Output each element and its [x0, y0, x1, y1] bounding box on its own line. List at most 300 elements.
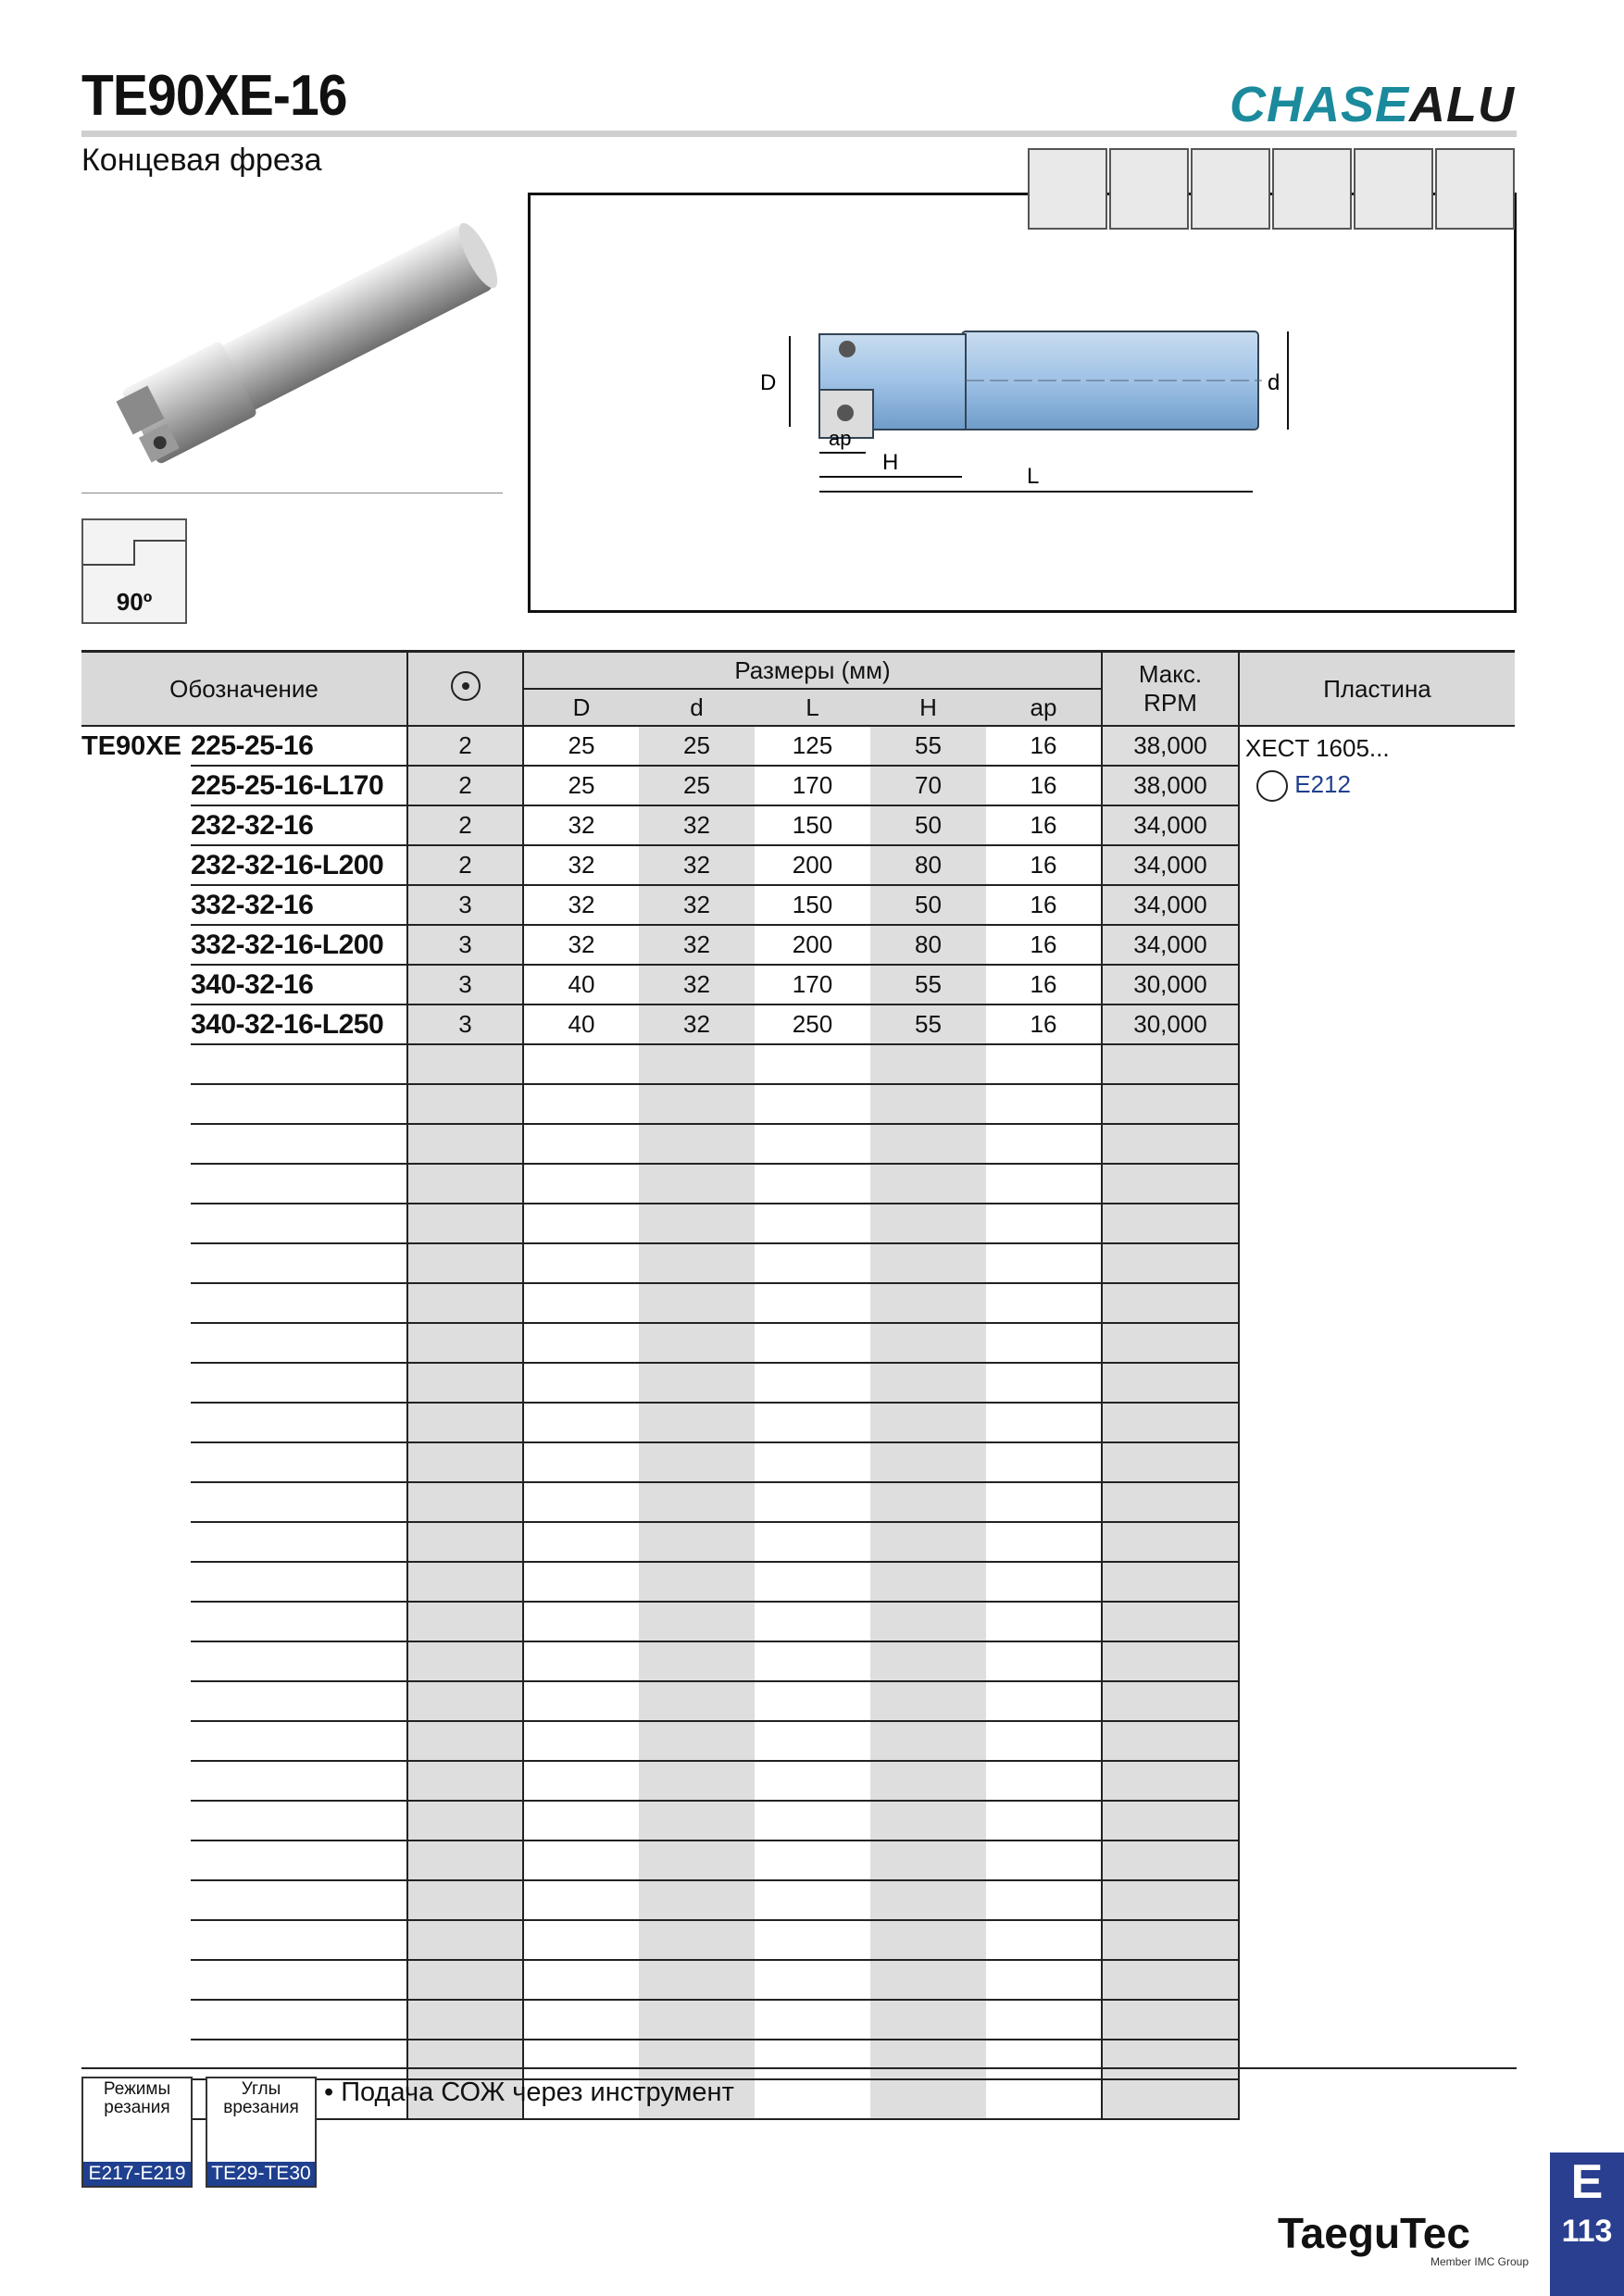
dim-L-cell — [755, 1363, 870, 1403]
designation-prefix-empty — [81, 1403, 191, 1442]
dim-ap-cell: 16 — [986, 1004, 1102, 1044]
header-dim-D: D — [523, 689, 639, 726]
dim-d-cell: 32 — [639, 885, 755, 925]
dim-D-cell — [523, 1562, 639, 1602]
dim-ap-cell — [986, 1641, 1102, 1681]
rpm-cell: 34,000 — [1102, 885, 1239, 925]
dim-D-cell — [523, 1960, 639, 2000]
dim-D-cell — [523, 1522, 639, 1562]
dim-D-cell: 32 — [523, 885, 639, 925]
dim-L-cell — [755, 1721, 870, 1761]
dim-H-cell — [870, 1164, 986, 1204]
flutes-cell — [407, 2040, 523, 2079]
slot-milling-icon — [1191, 148, 1270, 230]
designation-code — [191, 1562, 407, 1602]
rpm-cell — [1102, 1602, 1239, 1641]
flutes-cell — [407, 1721, 523, 1761]
dim-ap-cell — [986, 1442, 1102, 1482]
table-row — [81, 726, 1515, 766]
dim-H-cell — [870, 1044, 986, 1084]
flutes-cell — [407, 1841, 523, 1880]
dim-H-cell — [870, 1880, 986, 1920]
flutes-cell: 2 — [407, 726, 523, 766]
designation-prefix-empty — [81, 1841, 191, 1880]
designation-prefix-empty — [81, 1124, 191, 1164]
flutes-cell — [407, 1283, 523, 1323]
dim-ap-cell — [986, 1681, 1102, 1721]
dim-H-cell — [870, 1204, 986, 1243]
dim-L-cell: 150 — [755, 885, 870, 925]
flutes-cell — [407, 1960, 523, 2000]
dim-d-cell: 32 — [639, 805, 755, 845]
dim-D-cell — [523, 1801, 639, 1841]
dim-ap-cell — [986, 1562, 1102, 1602]
dim-ap-cell — [986, 1164, 1102, 1204]
dim-D-cell — [523, 1641, 639, 1681]
ref-title: Режимы резания — [103, 2079, 171, 2117]
flutes-cell: 2 — [407, 845, 523, 885]
header-dim-d: d — [639, 689, 755, 726]
rpm-cell — [1102, 1363, 1239, 1403]
dim-D-cell — [523, 1323, 639, 1363]
dim-D-cell — [523, 1841, 639, 1880]
dim-H-cell — [870, 1841, 986, 1880]
designation-code — [191, 1761, 407, 1801]
dim-H-cell — [870, 1801, 986, 1841]
page-number: 113 — [1561, 2214, 1613, 2249]
cutting-data-reference[interactable] — [81, 2077, 193, 2188]
dim-L-cell — [755, 1841, 870, 1880]
rpm-cell — [1102, 1403, 1239, 1442]
flutes-cell — [407, 1482, 523, 1522]
dim-d-cell — [639, 2040, 755, 2079]
dim-D-cell — [523, 1880, 639, 1920]
dim-ap-cell — [986, 2079, 1102, 2119]
designation-code — [191, 2000, 407, 2040]
dim-D-cell — [523, 1721, 639, 1761]
flutes-cell — [407, 1602, 523, 1641]
dim-L-cell — [755, 1283, 870, 1323]
flutes-cell — [407, 1562, 523, 1602]
dim-D-cell — [523, 1681, 639, 1721]
rpm-cell — [1102, 2079, 1239, 2119]
dim-D-cell — [523, 1084, 639, 1124]
designation-prefix-empty — [81, 925, 191, 965]
dim-H-cell: 50 — [870, 885, 986, 925]
helical-milling-icon — [1354, 148, 1433, 230]
dim-d-cell — [639, 1403, 755, 1442]
face-milling-icon — [1028, 148, 1107, 230]
dim-H-cell: 55 — [870, 965, 986, 1004]
designation-code — [191, 1841, 407, 1880]
dim-D-cell — [523, 2000, 639, 2040]
dim-H-cell: 80 — [870, 925, 986, 965]
ref-code[interactable]: TE29-TE30 — [207, 2162, 315, 2186]
brand-logo-part1: CHASE — [1229, 77, 1410, 132]
dim-L-cell — [755, 1323, 870, 1363]
designation-code — [191, 1403, 407, 1442]
designation-code — [191, 1363, 407, 1403]
dim-D-cell — [523, 1920, 639, 1960]
designation-prefix-empty — [81, 1880, 191, 1920]
magnifier-icon — [1256, 770, 1288, 802]
designation-code — [191, 1044, 407, 1084]
ref-code[interactable]: E217-E219 — [83, 2162, 191, 2186]
designation-prefix-empty — [81, 1602, 191, 1641]
designation-prefix-empty — [81, 1681, 191, 1721]
designation-code — [191, 1880, 407, 1920]
step-shape-icon — [83, 520, 185, 585]
section-tab — [1550, 2152, 1624, 2296]
flutes-cell: 3 — [407, 925, 523, 965]
dim-H-cell: 70 — [870, 766, 986, 805]
dim-L-cell — [755, 1761, 870, 1801]
dim-d-cell — [639, 1761, 755, 1801]
designation-prefix-empty — [81, 805, 191, 845]
shoulder-milling-icon — [1109, 148, 1189, 230]
dim-L-cell — [755, 1204, 870, 1243]
dim-H-cell — [870, 1761, 986, 1801]
dim-D-cell: 40 — [523, 1004, 639, 1044]
flutes-cell — [407, 1920, 523, 1960]
header-insert: Пластина — [1239, 652, 1515, 727]
dim-H-cell — [870, 1323, 986, 1363]
rpm-cell: 38,000 — [1102, 766, 1239, 805]
designation-code: 340-32-16-L250 — [191, 1004, 407, 1044]
insert-name: XECT 1605... — [1245, 734, 1390, 762]
dim-L-cell — [755, 1124, 870, 1164]
dim-D-cell — [523, 1124, 639, 1164]
designation-prefix-empty — [81, 1761, 191, 1801]
designation-prefix-empty — [81, 1960, 191, 2000]
dimension-drawing — [528, 193, 1517, 613]
rpm-cell — [1102, 2040, 1239, 2079]
dim-d-cell — [639, 1363, 755, 1403]
dim-H-cell — [870, 1602, 986, 1641]
dim-L-cell — [755, 1562, 870, 1602]
dim-d-cell — [639, 1124, 755, 1164]
flutes-cell: 3 — [407, 885, 523, 925]
dim-D-cell — [523, 1442, 639, 1482]
spec-table — [81, 650, 1515, 2120]
flutes-cell — [407, 1761, 523, 1801]
bottom-divider — [81, 2067, 1517, 2069]
dim-D-cell — [523, 1044, 639, 1084]
angle-label: 90º — [116, 588, 153, 616]
header-designation: Обозначение — [81, 652, 407, 727]
dim-L-cell — [755, 1920, 870, 1960]
dim-D-cell: 25 — [523, 726, 639, 766]
dim-ap-cell — [986, 1323, 1102, 1363]
designation-prefix: TE90XE — [81, 726, 191, 766]
product-photo — [83, 208, 509, 486]
designation-code — [191, 1283, 407, 1323]
designation-code — [191, 1641, 407, 1681]
rpm-cell — [1102, 1920, 1239, 1960]
rpm-cell — [1102, 2000, 1239, 2040]
label-L: L — [1027, 464, 1040, 489]
dim-ap-cell: 16 — [986, 726, 1102, 766]
dim-H-cell — [870, 1681, 986, 1721]
dim-ap-cell: 16 — [986, 805, 1102, 845]
designation-code — [191, 1084, 407, 1124]
dim-L-cell — [755, 1602, 870, 1641]
dim-d-cell — [639, 1323, 755, 1363]
dim-ap-cell: 16 — [986, 845, 1102, 885]
rpm-cell: 34,000 — [1102, 845, 1239, 885]
dim-H-cell: 50 — [870, 805, 986, 845]
rpm-cell: 30,000 — [1102, 965, 1239, 1004]
dim-H-cell — [870, 1442, 986, 1482]
designation-prefix-empty — [81, 1164, 191, 1204]
label-D: D — [760, 370, 777, 395]
rpm-cell — [1102, 1841, 1239, 1880]
dim-d-cell: 32 — [639, 965, 755, 1004]
designation-prefix-empty — [81, 1044, 191, 1084]
flutes-cell — [407, 1641, 523, 1681]
dim-ap-cell — [986, 1761, 1102, 1801]
flutes-cell: 3 — [407, 965, 523, 1004]
dim-d-cell — [639, 1801, 755, 1841]
dim-L-cell — [755, 1641, 870, 1681]
designation-code — [191, 1323, 407, 1363]
designation-code — [191, 1243, 407, 1283]
flutes-cell — [407, 1403, 523, 1442]
brand-logo-part2: ALU — [1409, 77, 1515, 132]
dim-D-cell — [523, 2040, 639, 2079]
dim-d-cell — [639, 1920, 755, 1960]
dim-d-cell: 32 — [639, 925, 755, 965]
dim-D-cell — [523, 1204, 639, 1243]
insert-cell — [1239, 726, 1515, 2119]
dim-d-cell: 32 — [639, 845, 755, 885]
rpm-cell — [1102, 1761, 1239, 1801]
dim-d-cell — [639, 1841, 755, 1880]
rpm-cell — [1102, 1164, 1239, 1204]
designation-code — [191, 1801, 407, 1841]
dim-L-cell: 170 — [755, 965, 870, 1004]
rpm-cell — [1102, 1681, 1239, 1721]
dim-L-cell — [755, 1044, 870, 1084]
dim-ap-cell — [986, 2040, 1102, 2079]
dim-d-cell — [639, 1602, 755, 1641]
dim-d-cell — [639, 1880, 755, 1920]
rpm-cell — [1102, 1641, 1239, 1681]
designation-prefix-empty — [81, 1283, 191, 1323]
dim-d-cell — [639, 1721, 755, 1761]
dim-D-cell — [523, 1761, 639, 1801]
label-ap: ap — [829, 427, 852, 450]
designation-prefix-empty — [81, 845, 191, 885]
dim-ap-cell — [986, 1841, 1102, 1880]
flutes-cell — [407, 1124, 523, 1164]
designation-prefix-empty — [81, 1562, 191, 1602]
designation-code: 332-32-16 — [191, 885, 407, 925]
dim-d-cell — [639, 1960, 755, 2000]
dim-ap-cell — [986, 1124, 1102, 1164]
dim-ap-cell: 16 — [986, 965, 1102, 1004]
dim-d-cell: 32 — [639, 1004, 755, 1044]
dim-ap-cell — [986, 1880, 1102, 1920]
rpm-cell — [1102, 1084, 1239, 1124]
dim-ap-cell: 16 — [986, 885, 1102, 925]
dim-ap-cell — [986, 2000, 1102, 2040]
designation-code — [191, 1602, 407, 1641]
designation-prefix-empty — [81, 1721, 191, 1761]
dim-L-cell — [755, 1164, 870, 1204]
designation-code: 225-25-16-L170 — [191, 766, 407, 805]
dim-L-cell — [755, 2040, 870, 2079]
dim-H-cell: 55 — [870, 1004, 986, 1044]
dim-D-cell — [523, 1243, 639, 1283]
flutes-cell — [407, 1323, 523, 1363]
dim-ap-cell — [986, 1801, 1102, 1841]
designation-code — [191, 1204, 407, 1243]
rpm-cell — [1102, 1044, 1239, 1084]
header-dim-L: L — [755, 689, 870, 726]
dim-ap-cell — [986, 1243, 1102, 1283]
rpm-cell — [1102, 1721, 1239, 1761]
dim-d-cell — [639, 1681, 755, 1721]
dim-D-cell — [523, 1283, 639, 1323]
dim-H-cell — [870, 2000, 986, 2040]
dim-L-cell: 200 — [755, 925, 870, 965]
dim-ap-cell — [986, 1482, 1102, 1522]
insert-reference[interactable] — [1245, 770, 1509, 802]
designation-prefix-empty — [81, 1920, 191, 1960]
designation-code: 225-25-16 — [191, 726, 407, 766]
rpm-cell — [1102, 1204, 1239, 1243]
designation-prefix-empty — [81, 1243, 191, 1283]
rpm-cell: 34,000 — [1102, 925, 1239, 965]
dim-H-cell — [870, 1084, 986, 1124]
header-flutes-icon — [407, 652, 523, 727]
dim-L-cell — [755, 1522, 870, 1562]
dim-L-cell — [755, 1442, 870, 1482]
coolant-note: • Подача СОЖ через инструмент — [324, 2078, 734, 2107]
dim-D-cell: 25 — [523, 766, 639, 805]
dim-H-cell — [870, 1721, 986, 1761]
dim-ap-cell: 16 — [986, 766, 1102, 805]
dim-d-cell — [639, 2000, 755, 2040]
dim-ap-cell — [986, 1522, 1102, 1562]
flutes-cell — [407, 1204, 523, 1243]
flutes-cell — [407, 1681, 523, 1721]
rpm-cell — [1102, 1124, 1239, 1164]
dim-L-cell: 250 — [755, 1004, 870, 1044]
designation-code: 232-32-16 — [191, 805, 407, 845]
header-rpm — [1102, 652, 1239, 727]
insert-ref-link[interactable]: E212 — [1294, 770, 1351, 798]
dim-L-cell: 125 — [755, 726, 870, 766]
rpm-cell: 34,000 — [1102, 805, 1239, 845]
flutes-cell — [407, 1880, 523, 1920]
dim-L-cell — [755, 1243, 870, 1283]
dim-d-cell — [639, 1044, 755, 1084]
designation-prefix-empty — [81, 1522, 191, 1562]
flutes-cell — [407, 2000, 523, 2040]
flutes-cell — [407, 1044, 523, 1084]
dim-H-cell — [870, 2079, 986, 2119]
designation-prefix-empty — [81, 1363, 191, 1403]
label-d: d — [1268, 370, 1280, 395]
dim-d-cell — [639, 1164, 755, 1204]
designation-prefix-empty — [81, 766, 191, 805]
dim-H-cell — [870, 1522, 986, 1562]
flutes-cell — [407, 1801, 523, 1841]
dim-H-cell: 55 — [870, 726, 986, 766]
dim-H-cell — [870, 1960, 986, 2000]
logo-subtitle: Member IMC Group — [1430, 2255, 1530, 2268]
flutes-cell — [407, 1084, 523, 1124]
designation-prefix-empty — [81, 2040, 191, 2079]
dim-ap-cell — [986, 1283, 1102, 1323]
designation-code — [191, 1960, 407, 2000]
dim-d-cell — [639, 1641, 755, 1681]
dim-D-cell — [523, 1602, 639, 1641]
dim-L-cell — [755, 1403, 870, 1442]
flutes-icon — [443, 663, 489, 709]
designation-prefix-empty — [81, 965, 191, 1004]
dim-d-cell — [639, 1084, 755, 1124]
dim-L-cell — [755, 1681, 870, 1721]
dim-ap-cell — [986, 1920, 1102, 1960]
dim-d-cell — [639, 1482, 755, 1522]
designation-code — [191, 1124, 407, 1164]
header-dim-H: H — [870, 689, 986, 726]
rpm-cell: 38,000 — [1102, 726, 1239, 766]
taegutec-logo: TaeguTec — [1278, 2209, 1470, 2257]
dim-H-cell — [870, 1243, 986, 1283]
dim-H-cell — [870, 1920, 986, 1960]
dim-ap-cell — [986, 1602, 1102, 1641]
designation-prefix-empty — [81, 1204, 191, 1243]
flutes-cell: 2 — [407, 805, 523, 845]
dim-L-cell — [755, 1084, 870, 1124]
dim-H-cell — [870, 1283, 986, 1323]
dim-D-cell: 32 — [523, 845, 639, 885]
designation-code — [191, 1920, 407, 1960]
cutter-drawing — [531, 195, 1514, 610]
designation-code: 232-32-16-L200 — [191, 845, 407, 885]
dim-D-cell — [523, 1403, 639, 1442]
flutes-cell: 3 — [407, 1004, 523, 1044]
dim-L-cell — [755, 2000, 870, 2040]
designation-code — [191, 2040, 407, 2079]
rpm-cell — [1102, 1442, 1239, 1482]
designation-code — [191, 1482, 407, 1522]
label-H: H — [882, 450, 899, 475]
rpm-cell — [1102, 1522, 1239, 1562]
dim-ap-cell — [986, 1204, 1102, 1243]
ramping-icon — [1435, 148, 1515, 230]
designation-prefix-empty — [81, 1442, 191, 1482]
rpm-cell — [1102, 1562, 1239, 1602]
brand-logo — [1230, 76, 1515, 133]
dim-D-cell: 32 — [523, 925, 639, 965]
rpm-cell — [1102, 1801, 1239, 1841]
dim-d-cell — [639, 1243, 755, 1283]
designation-prefix-empty — [81, 1084, 191, 1124]
page-title: TE90XE-16 — [81, 64, 347, 128]
header-rpm-line1: Макс. — [1138, 660, 1203, 688]
ref-title: Углы врезания — [223, 2079, 299, 2117]
ramping-angles-reference[interactable] — [206, 2077, 317, 2188]
dim-L-cell: 200 — [755, 845, 870, 885]
pocket-milling-icon — [1272, 148, 1352, 230]
section-letter: E — [1570, 2155, 1604, 2209]
dim-H-cell — [870, 1124, 986, 1164]
